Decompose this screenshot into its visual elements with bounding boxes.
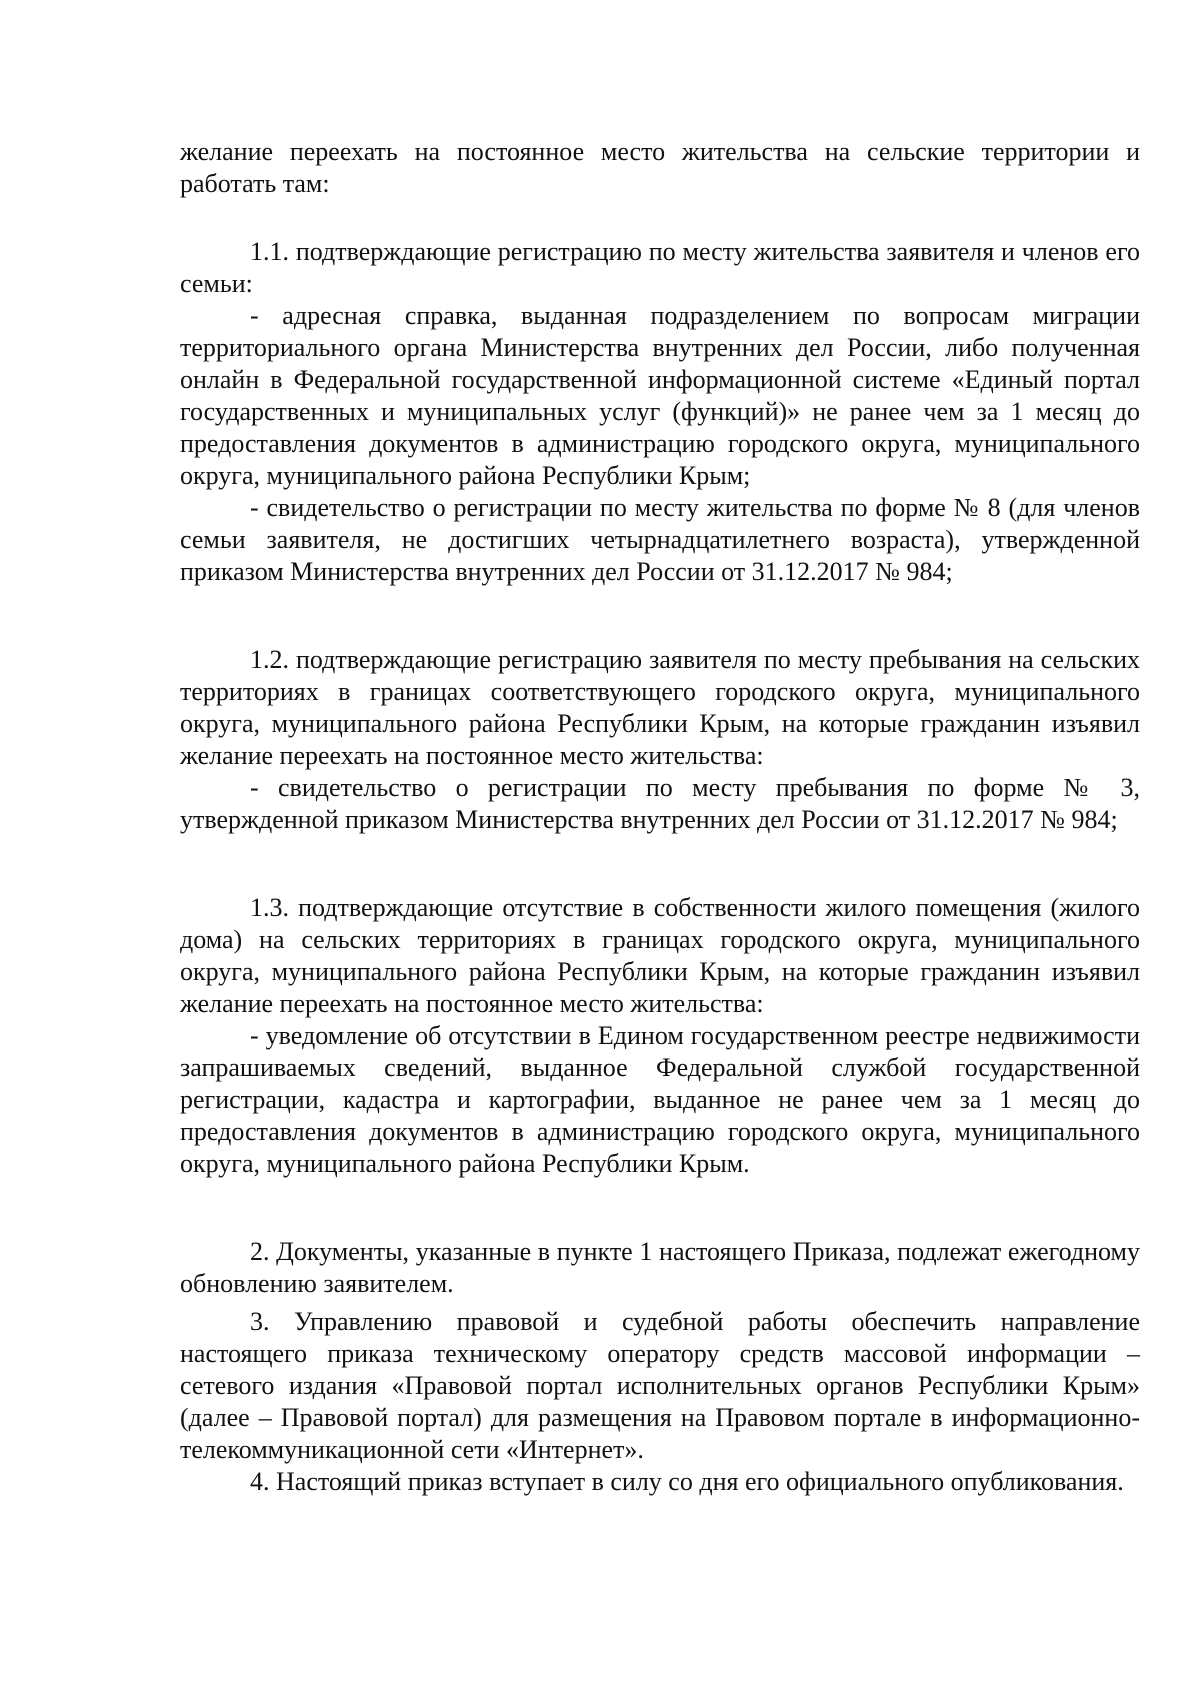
- paragraph-1-3: 1.3. подтверждающие отсутствие в собственности жилого помещения (жилого дома) на сельских территориях в границах городского округа, муниципального округа, муниципального района Республики Крым, на которые гражданин изъявил желание переехать на постоянное место жительства:: [180, 893, 1140, 1018]
- paragraph-1-1-address-certificate: - адресная справка, выданная подразделением по вопросам миграции территориального органа Министерства внутренних дел России, либо полученная онлайн в Федеральной государственной информационной системе «Единый портал государственных и муниципальных услуг (функций)» не ранее чем за 1 месяц до предоставления документов в администрацию городского округа, муниципального округа, муниципального района Республики Крым;: [180, 301, 1140, 490]
- document-body: [180, 136, 1140, 1498]
- paragraph-3: 3. Управлению правовой и судебной работы обеспечить направление настоящего приказа техническому оператору средств массовой информации – сетевого издания «Правовой портал исполнительных органов Республики Крым» (далее – Правовой портал) для размещения на Правовом портале в информационно-телекоммуникационной сети «Интернет».: [180, 1307, 1140, 1464]
- paragraph-1-1-residence-certificate: - свидетельство о регистрации по месту жительства по форме № 8 (для членов семьи заявителя, не достигших четырнадцатилетнего возраста), утвержденной приказом Министерства внутренних дел России от 31.12.2017 № 984;: [180, 493, 1140, 586]
- paragraph-1-2: 1.2. подтверждающие регистрацию заявителя по месту пребывания на сельских территориях в границах соответствующего городского округа, муниципального округа, муниципального района Республики Крым, на которые гражданин изъявил желание переехать на постоянное место жительства:: [180, 645, 1140, 770]
- paragraph-1-1: 1.1. подтверждающие регистрацию по месту жительства заявителя и членов его семьи:: [180, 237, 1140, 298]
- paragraph-2: 2. Документы, указанные в пункте 1 настоящего Приказа, подлежат ежегодному обновлению заявителем.: [180, 1237, 1140, 1298]
- paragraph-4: 4. Настоящий приказ вступает в силу со дня его официального опубликования.: [250, 1467, 1124, 1496]
- paragraph-1-3-registry-notice: - уведомление об отсутствии в Едином государственном реестре недвижимости запрашиваемых сведений, выданное Федеральной службой государственной регистрации, кадастра и картографии, выданное не ранее чем за 1 месяц до предоставления документов в администрацию городского округа, муниципального округа, муниципального района Республики Крым.: [180, 1021, 1140, 1178]
- paragraph-continuation: желание переехать на постоянное место жительства на сельские территории и работать там:: [180, 137, 1140, 198]
- paragraph-1-2-stay-certificate: - свидетельство о регистрации по месту пребывания по форме № 3, утвержденной приказом Министерства внутренних дел России от 31.12.2017 № 984;: [180, 773, 1140, 834]
